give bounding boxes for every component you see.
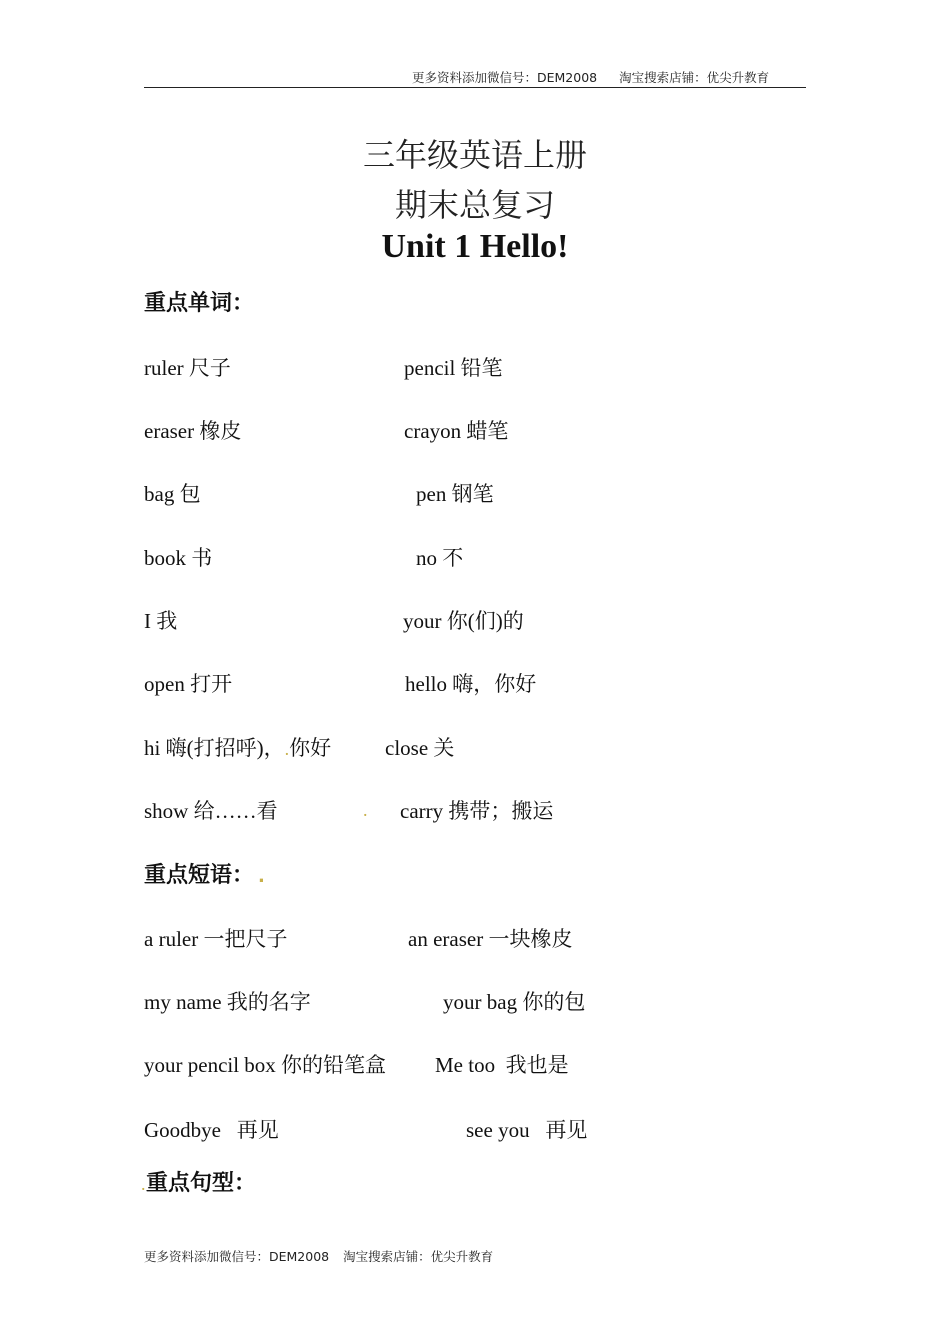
word-left-main: hi 嗨(打招呼)， [144, 736, 285, 760]
stray-dot: . [141, 1174, 146, 1194]
word-left: show 给……看 [144, 799, 278, 823]
stray-dot: . [258, 866, 265, 887]
word-left [144, 732, 331, 762]
page-footer [144, 1247, 493, 1265]
footer-shop: 淘宝搜索店铺：优尖升教育 [343, 1249, 494, 1264]
word-right: pencil 铅笔 [404, 356, 503, 380]
phrase-right: an eraser 一块橡皮 [408, 927, 573, 951]
word-left-tail: 你好 [289, 736, 332, 760]
word-left: ruler 尺子 [144, 356, 231, 380]
word-right: hello 嗨，你好 [405, 672, 537, 696]
title-review: 期末总复习 [394, 186, 555, 224]
word-left: book 书 [144, 546, 213, 570]
title-unit: Unit 1 Hello! [381, 228, 569, 265]
word-right: close 关 [385, 736, 455, 760]
page-header [412, 68, 769, 86]
word-right: no 不 [416, 546, 464, 570]
word-left: open 打开 [144, 672, 233, 696]
stray-dot: . [363, 800, 368, 820]
word-left: eraser 橡皮 [144, 419, 242, 443]
section-heading-phrases-text: 重点短语： [144, 863, 255, 888]
word-right: crayon 蜡笔 [404, 419, 509, 443]
phrase-right: Me too 我也是 [435, 1053, 569, 1077]
header-wechat: 更多资料添加微信号：DEM2008 [412, 70, 598, 85]
phrase-left: Goodbye 再见 [144, 1118, 279, 1142]
section-heading-words: 重点单词： [144, 291, 255, 316]
section-heading-sentences: 重点句型： [146, 1171, 257, 1196]
section-heading-phrases [144, 858, 265, 889]
header-rule [144, 87, 806, 88]
footer-wechat: 更多资料添加微信号：DEM2008 [144, 1249, 330, 1264]
word-right: pen 钢笔 [416, 482, 494, 506]
phrase-right: your bag 你的包 [443, 990, 586, 1014]
phrase-left: your pencil box 你的铅笔盒 [144, 1053, 387, 1077]
word-right: your 你(们)的 [403, 609, 524, 633]
phrase-left: my name 我的名字 [144, 990, 311, 1014]
stray-dot: . [284, 739, 290, 759]
word-right: carry 携带；搬运 [400, 799, 554, 823]
word-left: bag 包 [144, 482, 201, 506]
word-left: I 我 [144, 609, 178, 633]
header-shop: 淘宝搜索店铺：优尖升教育 [619, 70, 770, 85]
title-grade: 三年级英语上册 [362, 136, 587, 174]
phrase-right: see you 再见 [466, 1118, 588, 1142]
phrase-left: a ruler 一把尺子 [144, 927, 288, 951]
